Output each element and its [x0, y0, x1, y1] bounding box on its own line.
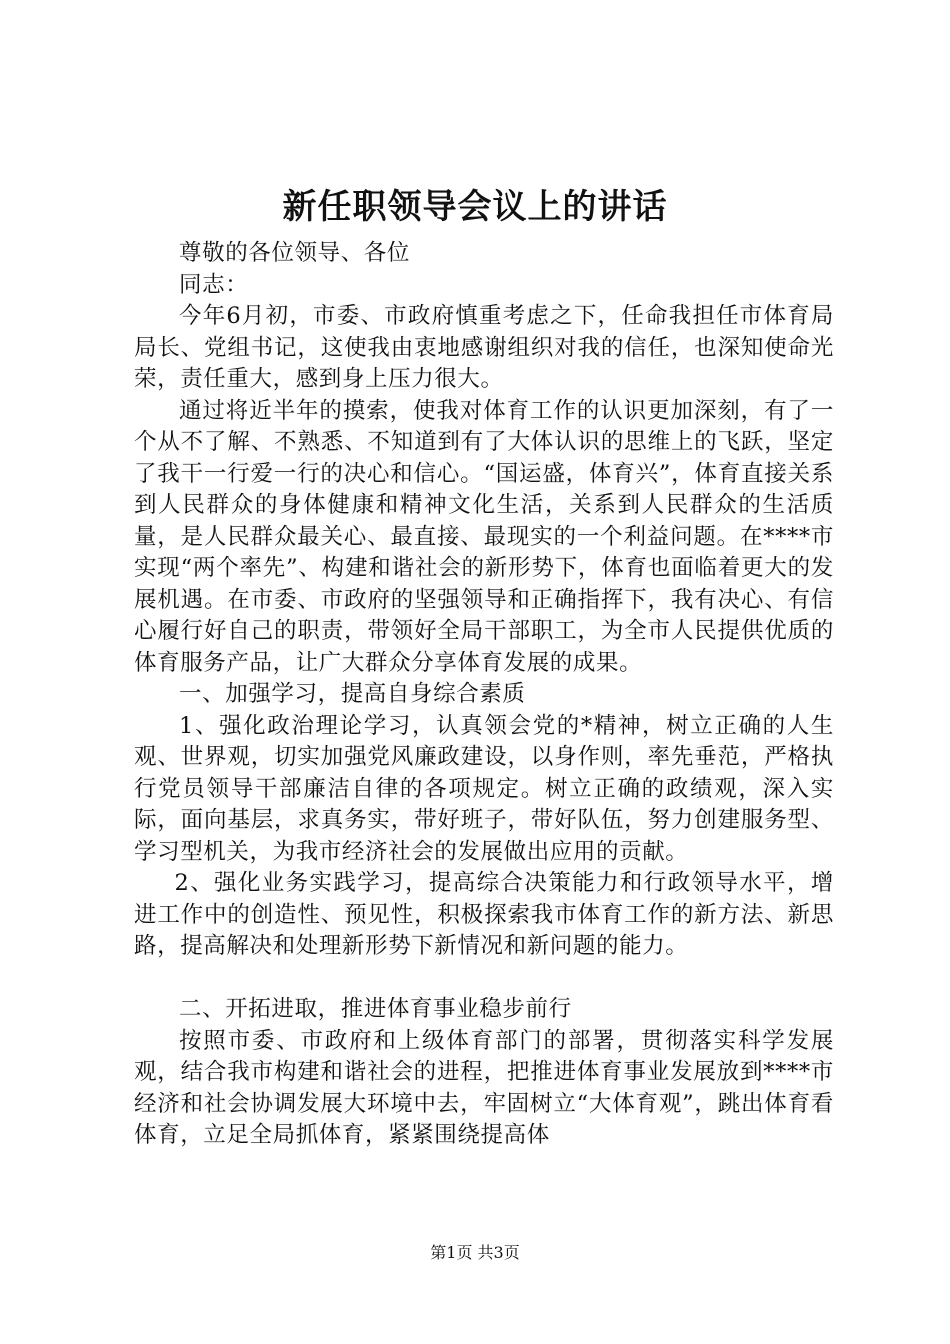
- document-title: 新任职领导会议上的讲话: [282, 187, 668, 227]
- salutation-line-1: 尊敬的各位领导、各位: [179, 240, 411, 266]
- salutation-line-2: 同志：: [179, 271, 249, 298]
- paragraph-section-2: 按照市委、市政府和上级体育部门的部署，贯彻落实科学发展观，结合我市构建和谐社会的进程，把推进体育事业发展放到****市经济和社会协调发展大环境中去，牢固树立“大体育观”，跳出体育看体育，立足全局抓体育，紧紧围绕提高体: [134, 1027, 834, 1148]
- section-heading-2: 二、开拓进取，推进体育事业稳步前行: [179, 996, 572, 1022]
- document-body: [134, 238, 834, 1152]
- paragraph-exploration: 通过将近半年的摸索，使我对体育工作的认识更加深刻，有了一个从不了解、不熟悉、不知道到有了大体认识的思维上的飞跃，坚定了我干一行爱一行的决心和信心。“国运盛，体育兴”，体育直接关系到人民群众的身体健康和精神文化生活，关系到人民群众的生活质量，是人民群众最关心、最直接、最现实的一个利益问题。在****市实现“两个率先”、构建和谐社会的新形势下，体育也面临着更大的发展机遇。在市委、市政府的坚强领导和正确指挥下，我有决心、有信心履行好自己的职责，带领好全局干部职工，为全市人民提供优质的体育服务产品，让广大群众分享体育发展的成果。: [134, 397, 834, 676]
- paragraph-item-2: 2、强化业务实践学习，提高综合决策能力和行政领导水平，增进工作中的创造性、预见性，积极探索我市体育工作的新方法、新思路，提高解决和处理新形势下新情况和新问题的能力。: [134, 870, 834, 959]
- paragraph-item-1: 1、强化政治理论学习，认真领会党的*精神，树立正确的人生观、世界观，切实加强党风廉政建设，以身作则，率先垂范，严格执行党员领导干部廉洁自律的各项规定。树立正确的政绩观，深入实际，面向基层，求真务实，带好班子，带好队伍，努力创建服务型、学习型机关，为我市经济社会的发展做出应用的贡献。: [134, 712, 834, 865]
- paragraph-appointment: 今年6月初，市委、市政府慎重考虑之下，任命我担任市体育局局长、党组书记，这使我由衷地感谢组织对我的信任，也深知使命光荣，责任重大，感到身上压力很大。: [134, 303, 834, 392]
- page-number-footer: 第1页 共3页: [430, 1243, 520, 1262]
- section-heading-1: 一、加强学习，提高自身综合素质: [179, 681, 526, 707]
